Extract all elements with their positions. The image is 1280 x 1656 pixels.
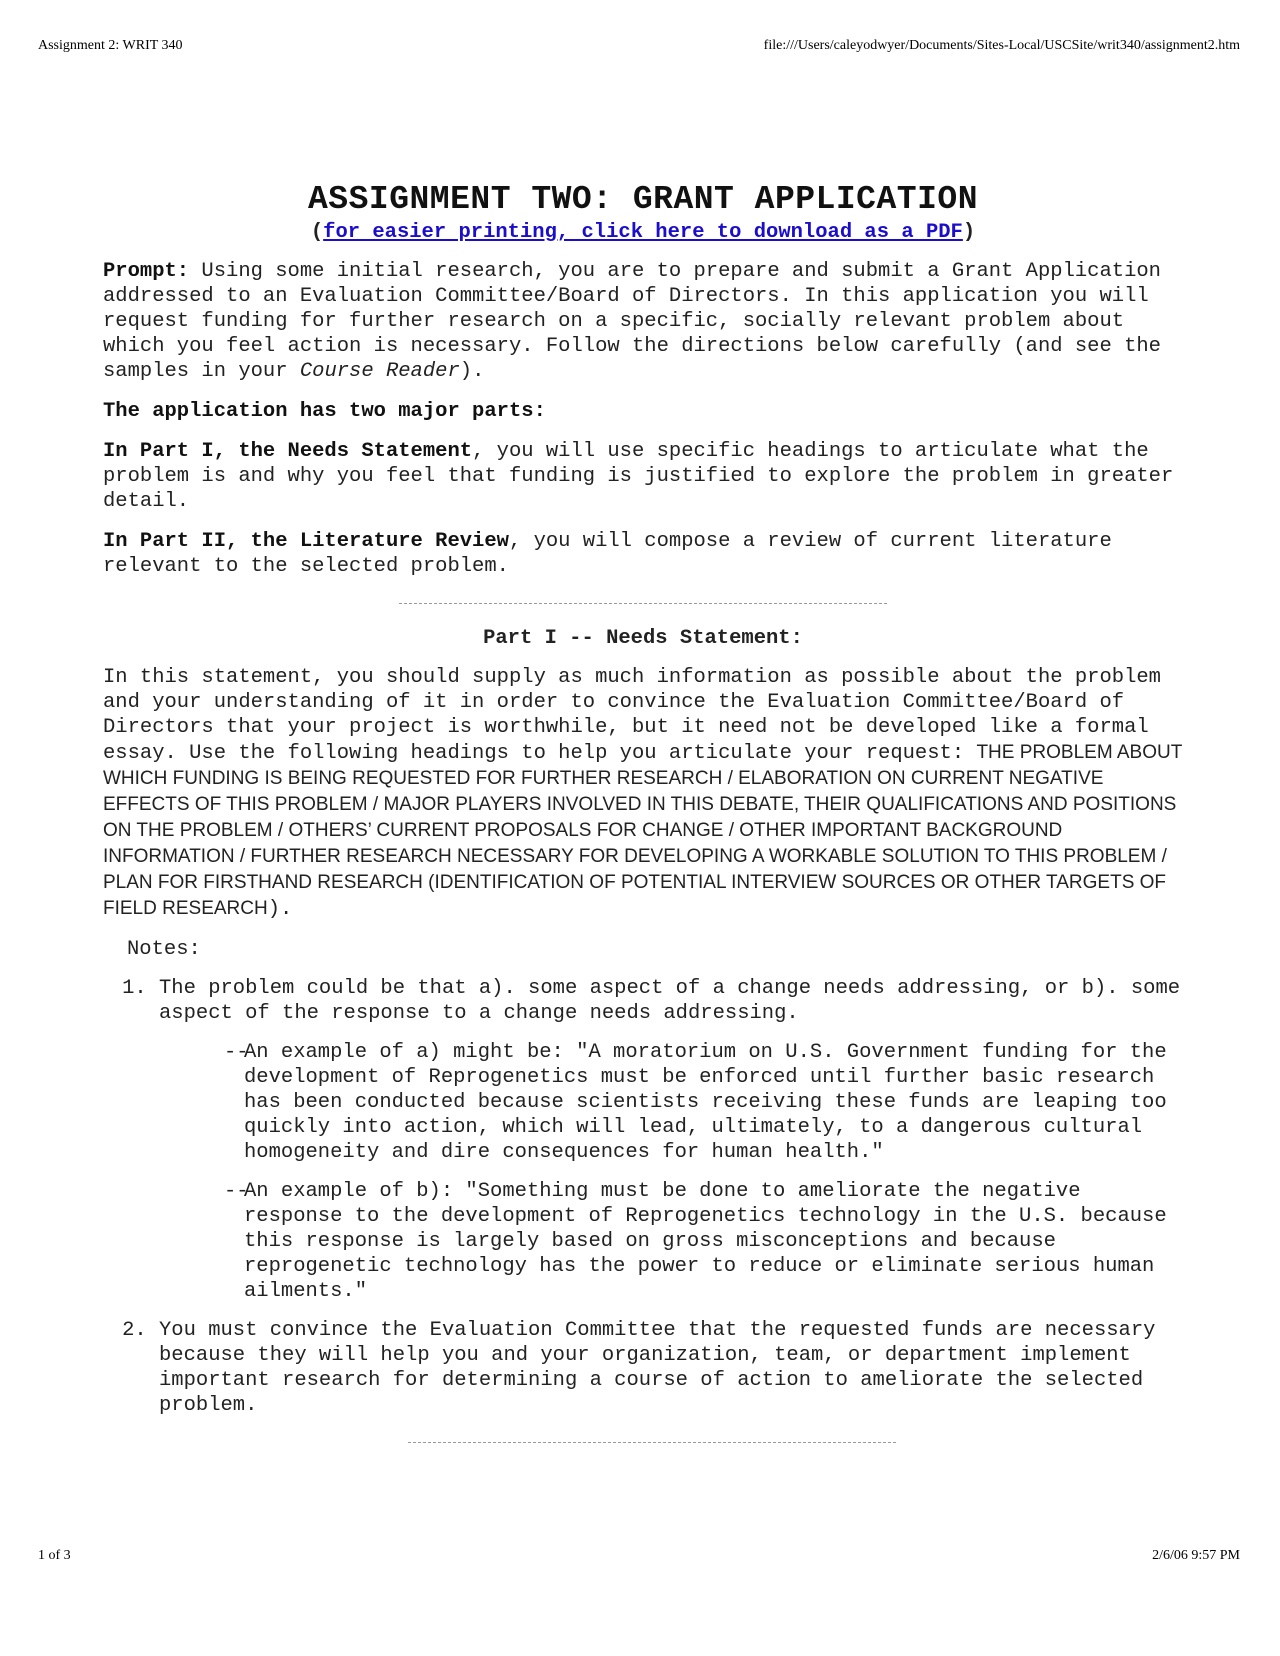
- page-title: ASSIGNMENT TWO: GRANT APPLICATION: [307, 181, 978, 218]
- course-reader-title: Course Reader: [299, 360, 460, 383]
- part1-body-text: In this statement, you should supply as much information as possible about the problem and your understanding of it in order to convince the Evaluation Committee/Board of Directors that your project is worthwhile, but it need not be developed like a formal essay. Use the following headings to help you articulate your request:: [103, 666, 1161, 765]
- list-item: [159, 1318, 1183, 1418]
- parts-heading-text: The application has two major parts:: [103, 400, 546, 423]
- pdf-paren-close: ): [962, 221, 976, 244]
- section-divider: [399, 603, 887, 604]
- dash-marker: --: [224, 1180, 249, 1203]
- example-a-text: An example of a) might be: "A moratorium on U.S. Government funding for the development of Reprogenetics must be enforced until further basic research has been conducted because scientists receiving these funds are leaping too quickly into action, which will lead, ultimately, to a dangerous cultural homogeneity and dire consequences for human health.": [244, 1041, 1167, 1164]
- part1-headings-caps: THE PROBLEM ABOUT WHICH FUNDING IS BEING REQUESTED FOR FURTHER RESEARCH / ELABORATION ON CURRENT NEGATIVE EFFECTS OF THIS PROBLEM / MAJOR PLAYERS INVOLVED IN THIS DEBATE, THEIR QUALIFICATIONS AND POSITIONS ON THE PROBLEM / OTHERS’ CURRENT PROPOSALS FOR CHANGE / OTHER IMPORTANT BACKGROUND INFORMATION / FURTHER RESEARCH NECESSARY FOR DEVELOPING A WORKABLE SOLUTION TO THIS PROBLEM / PLAN FOR FIRSTHAND RESEARCH (IDENTIFICATION OF POTENTIAL INTERVIEW SOURCES OR OTHER TARGETS OF FIELD RESEARCH: [103, 742, 1182, 919]
- print-header-url: file:///Users/caleyodwyer/Documents/Sites-Local/USCSite/writ340/assignment2.htm: [763, 38, 1240, 53]
- notes-label: Notes:: [127, 938, 201, 961]
- example-a: [224, 1040, 1183, 1165]
- note-1-text: The problem could be that a). some aspect of a change needs addressing, or b). some aspect of the response to a change needs addressing.: [159, 977, 1181, 1025]
- parts-heading: [103, 399, 1183, 424]
- part1-title: Part I -- Needs Statement:: [483, 627, 803, 650]
- note-2-text: You must convince the Evaluation Committee that the requested funds are necessary because they will help you and your organization, team, or department implement important research for determining a course of action to ameliorate the selected problem.: [159, 1319, 1156, 1417]
- notes-list: [103, 976, 1183, 1418]
- example-b: [224, 1179, 1183, 1304]
- part1-intro-bold: In Part I, the Needs Statement: [103, 440, 473, 463]
- part1-body-end: ).: [267, 898, 293, 921]
- print-header-title: Assignment 2: WRIT 340: [38, 38, 183, 53]
- page-content: [103, 180, 1183, 1465]
- prompt-paragraph: [103, 259, 1183, 384]
- pdf-download-line: [103, 220, 1183, 245]
- prompt-label: Prompt:: [103, 260, 190, 283]
- list-item: [159, 976, 1183, 1304]
- example-b-text: An example of b): "Something must be done to ameliorate the negative response to the development of Reprogenetics technology in the U.S. because this response is largely based on gross misconceptions and because reprogenetic technology has the power to reduce or eliminate serious human ailments.": [244, 1180, 1167, 1303]
- pdf-download-link[interactable]: for easier printing, click here to download as a PDF: [323, 221, 963, 244]
- prompt-text: Using some initial research, you are to prepare and submit a Grant Application addressed to an Evaluation Committee/Board of Directors. In this application you will request funding for further research on a specific, socially relevant problem about which you feel action is necessary. Follow the directions below carefully (and see the samples in your: [103, 260, 1161, 383]
- dash-marker: --: [224, 1041, 249, 1064]
- part1-intro-text: , you will use specific headings to articulate what the problem is and why you feel that funding is justified to explore the problem in greater detail.: [103, 440, 1174, 513]
- pdf-paren-open: (: [310, 221, 324, 244]
- prompt-end: ).: [459, 360, 485, 383]
- part2-intro-text: , you will compose a review of current literature relevant to the selected problem.: [103, 530, 1112, 578]
- part2-intro: [103, 529, 1183, 579]
- page-count: 1 of 3: [38, 1548, 71, 1563]
- print-timestamp: 2/6/06 9:57 PM: [1152, 1548, 1240, 1563]
- part1-body: [103, 665, 1183, 922]
- section-divider-bottom: [408, 1442, 896, 1443]
- part1-intro: [103, 439, 1183, 514]
- part2-intro-bold: In Part II, the Literature Review: [103, 530, 509, 553]
